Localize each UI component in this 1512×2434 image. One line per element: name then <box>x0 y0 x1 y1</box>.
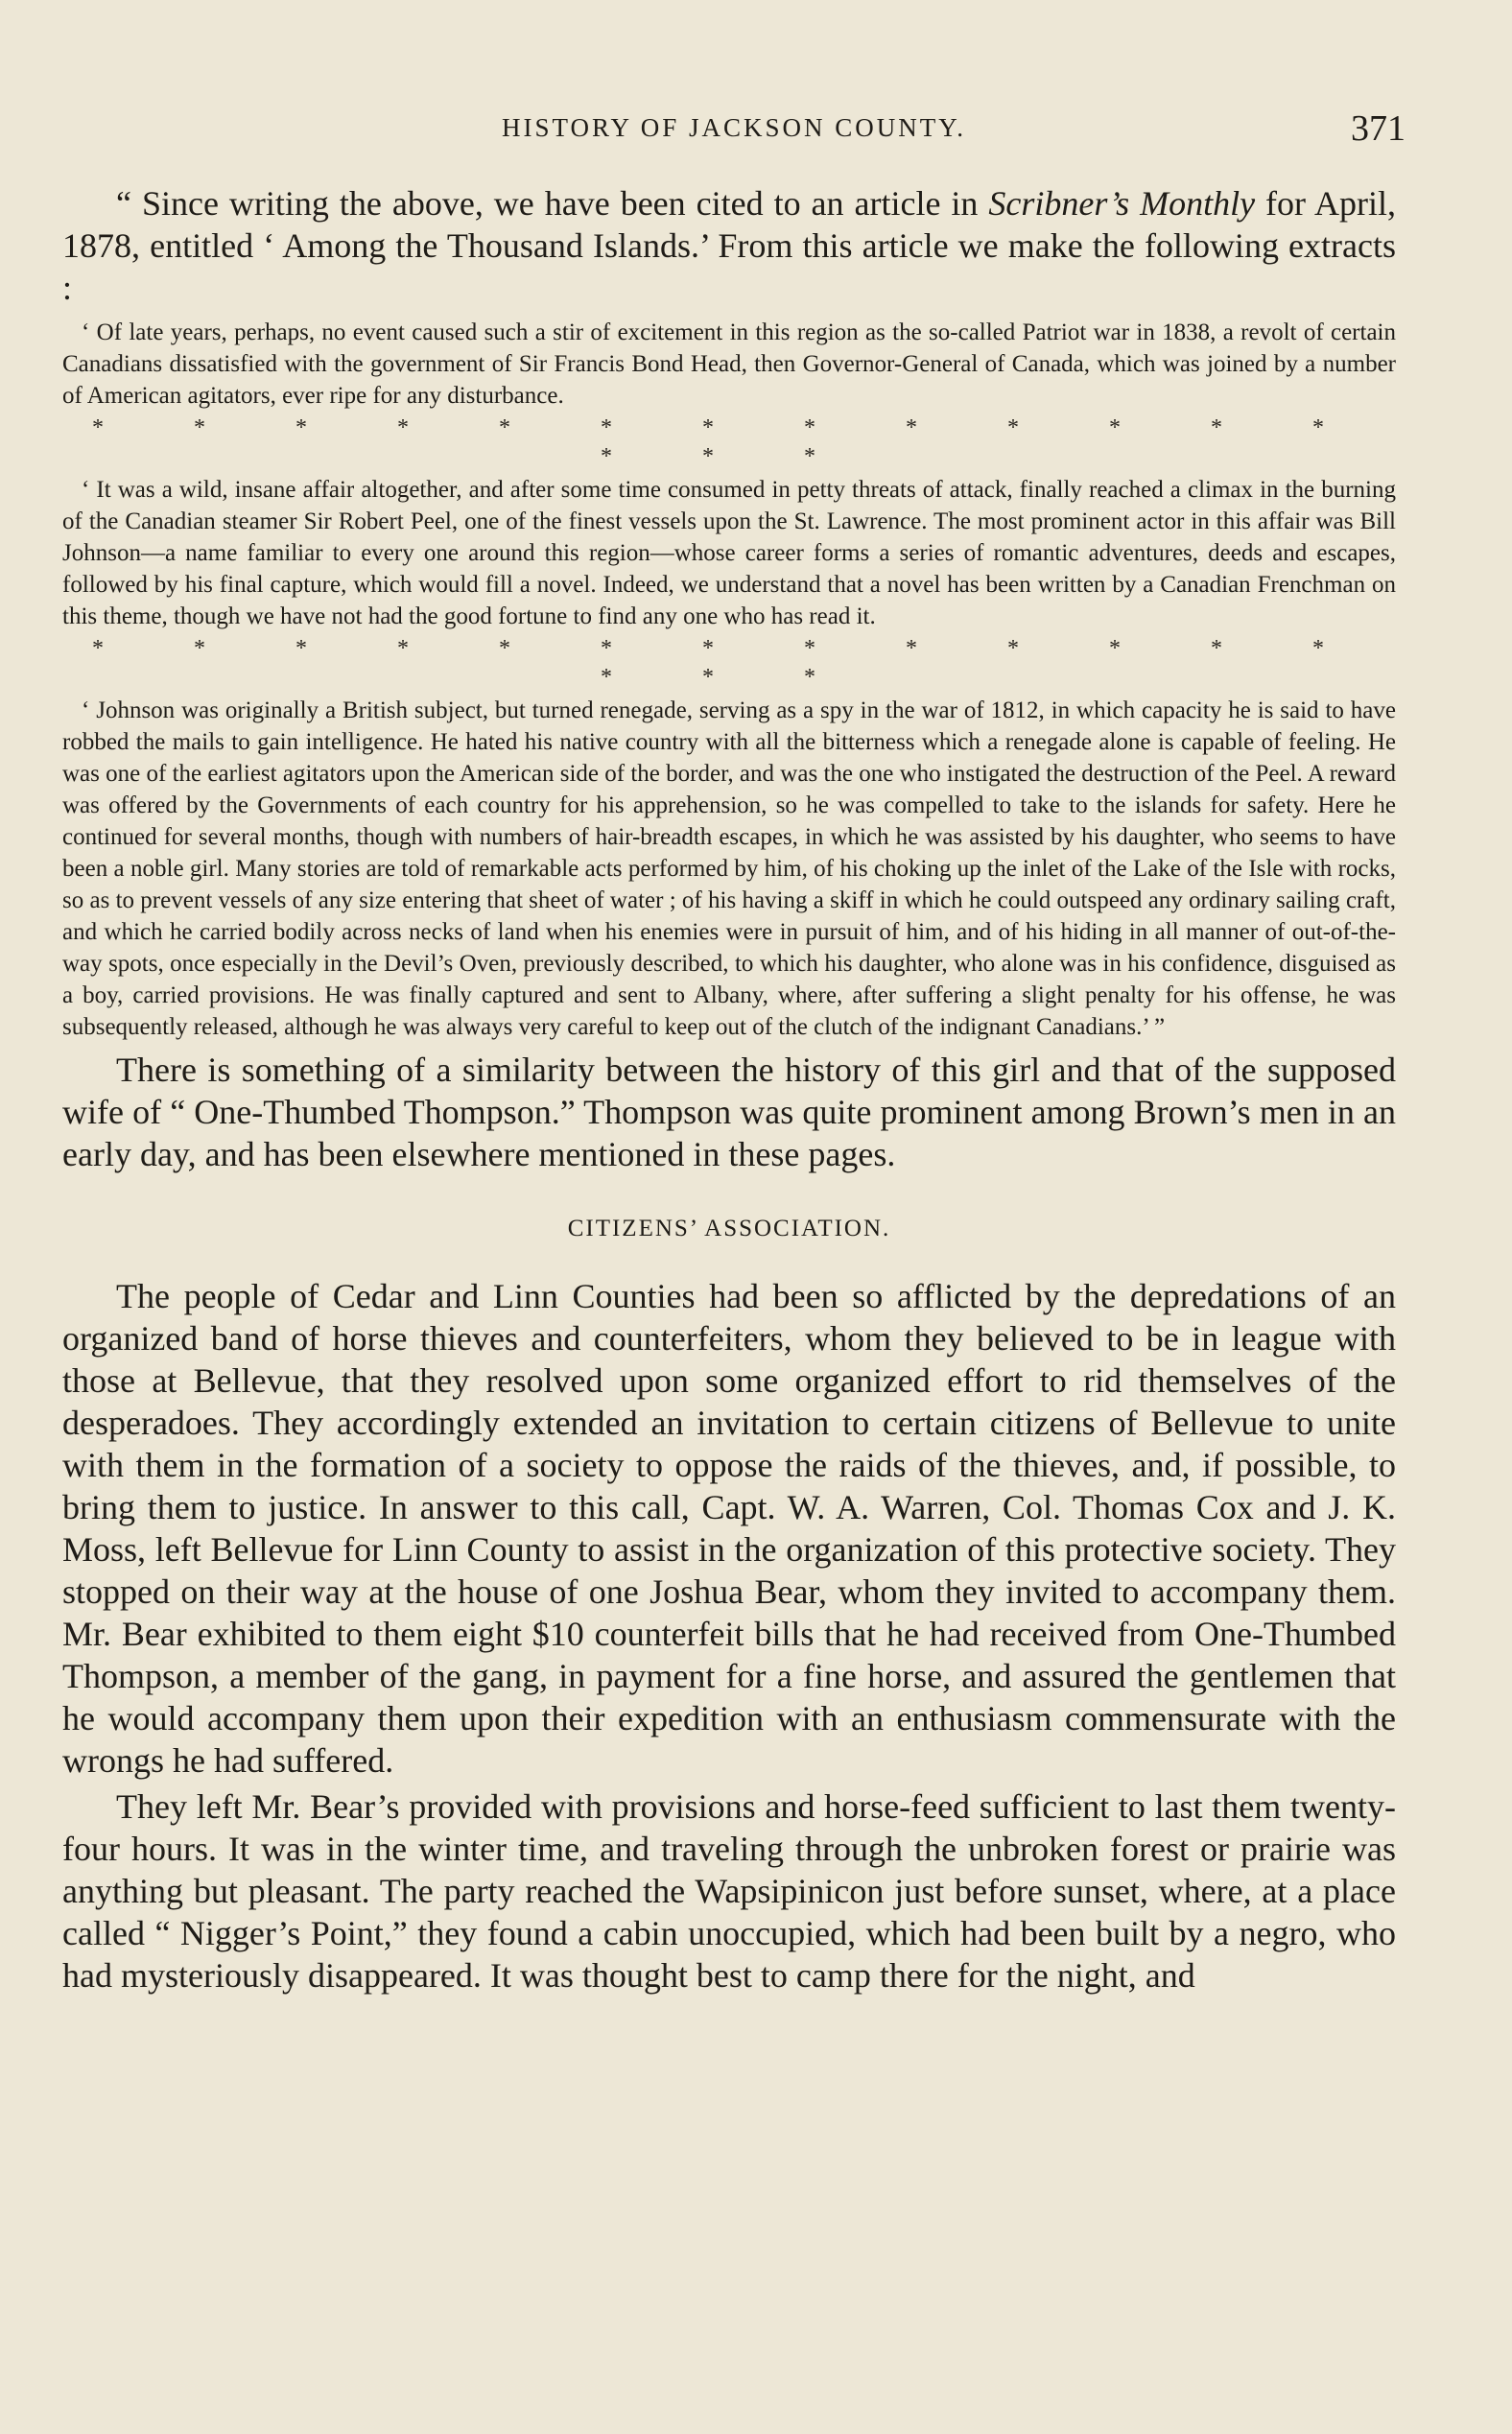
page-text <box>62 182 1396 1997</box>
asterism-separator: * * * * * * * * * * * * * * * * <box>92 636 1366 690</box>
quote-paragraph-1: ‘ Of late years, perhaps, no event caused such a stir of excitement in this region as the so-called Patriot war in 1838, a revolt of certain Canadians dissatisfied with the government of Sir Francis Bond Head, then Governor-General of Canada, which was joined by a number of American agitators, ever ripe for any disturbance. <box>62 319 1396 409</box>
intro-paragraph <box>62 182 1396 309</box>
magazine-title: Scribner’s Monthly <box>988 184 1256 223</box>
running-head: HISTORY OF JACKSON COUNTY. <box>501 113 967 142</box>
intro-text-part2: for April, 1878, entitled ‘ Among the Thousand Islands.’ From this article we make the following extracts : <box>62 184 1396 307</box>
quote-paragraph-2: ‘ It was a wild, insane affair altogether, and after some time consumed in petty threats of attack, finally reached a climax in the burning of the Canadian steamer Sir Robert Peel, one of the finest vessels upon the St. Lawrence. The most prominent actor in this affair was Bill Johnson—a name familiar to every one around this region—whose career forms a series of romantic adventures, deeds and escapes, followed by his final capture, which would fill a novel. Indeed, we understand that a novel has been written by a Canadian Frenchman on this theme, though we have not had the good fortune to find any one who has read it. <box>62 477 1396 629</box>
quote-paragraph-3: ‘ Johnson was originally a British subject, but turned renegade, serving as a spy in the war of 1812, in which capacity he is said to have robbed the mails to gain intelligence. He hated his native country with all the bitterness which a renegade alone is capable of feeling. He was one of the earliest agitators upon the American side of the border, and was the one who instigated the destruction of the Peel. A reward was offered by the Governments of each country for his apprehension, so he was compelled to take to the islands for safety. Here he continued for several months, though with numbers of hair-breadth escapes, in which he was assisted by his daughter, who seems to have been a noble girl. Many stories are told of remarkable acts performed by him, of his choking up the inlet of the Lake of the Isle with rocks, so as to prevent vessels of any size entering that sheet of water ; of his having a skiff in which he could outspeed any ordinary sailing craft, and which he carried bodily across necks of land when his enemies were in pursuit of him, and of his hiding in all manner of out-of-the-way spots, once especially in the Devil’s Oven, previously described, to which his daughter, who alone was in his confidence, disguised as a boy, carried provisions. He was finally captured and sent to Albany, where, after suffering a slight penalty for his offense, he was subsequently released, although he was always very careful to keep out of the clutch of the indignant Canadians.’ ” <box>62 697 1396 1040</box>
body-paragraph: They left Mr. Bear’s provided with provisions and horse-feed sufficient to last them twenty-four hours. It was in the winter time, and traveling through the unbroken forest or prairie was anything but pleasant. The party reached the Wapsipinicon just before sunset, where, at a place called “ Nigger’s Point,” they found a cabin unoccupied, which had been built by a negro, who had mysteriously disappeared. It was thought best to camp there for the night, and <box>62 1787 1396 1995</box>
page-number: 371 <box>1351 108 1406 149</box>
body-paragraph: The people of Cedar and Linn Counties had been so afflicted by the depredations of an organized band of horse thieves and counterfeiters, whom they believed to be in league with those at Bellevue, that they resolved upon some organized effort to rid themselves of the desperadoes. They accordingly extended an invitation to certain citizens of Bellevue to unite with them in the formation of a society to oppose the raids of the thieves, and, if possible, to bring them to justice. In answer to this call, Capt. W. A. Warren, Col. Thomas Cox and J. K. Moss, left Bellevue for Linn County to assist in the organization of this protective society. They stopped on their way at the house of one Joshua Bear, whom they invited to accompany them. Mr. Bear exhibited to them eight $10 counterfeit bills that he had received from One-Thumbed Thompson, a member of the gang, in payment for a fine horse, and assured the gentlemen that he would accompany them upon their expedition with an enthusiasm commensurate with the wrongs he had suffered. <box>62 1277 1396 1780</box>
asterism-separator: * * * * * * * * * * * * * * * * <box>92 415 1366 469</box>
intro-text-part1: “ Since writing the above, we have been cited to an article in <box>116 184 989 223</box>
page-header <box>62 107 1406 155</box>
section-heading: CITIZENS’ ASSOCIATION. <box>567 1216 891 1241</box>
body-paragraph: There is something of a similarity between the history of this girl and that of the supposed wife of “ One-Thumbed Thompson.” Thompson was quite prominent among Brown’s men in an early day, and has been elsewhere mentioned in these pages. <box>62 1051 1396 1173</box>
